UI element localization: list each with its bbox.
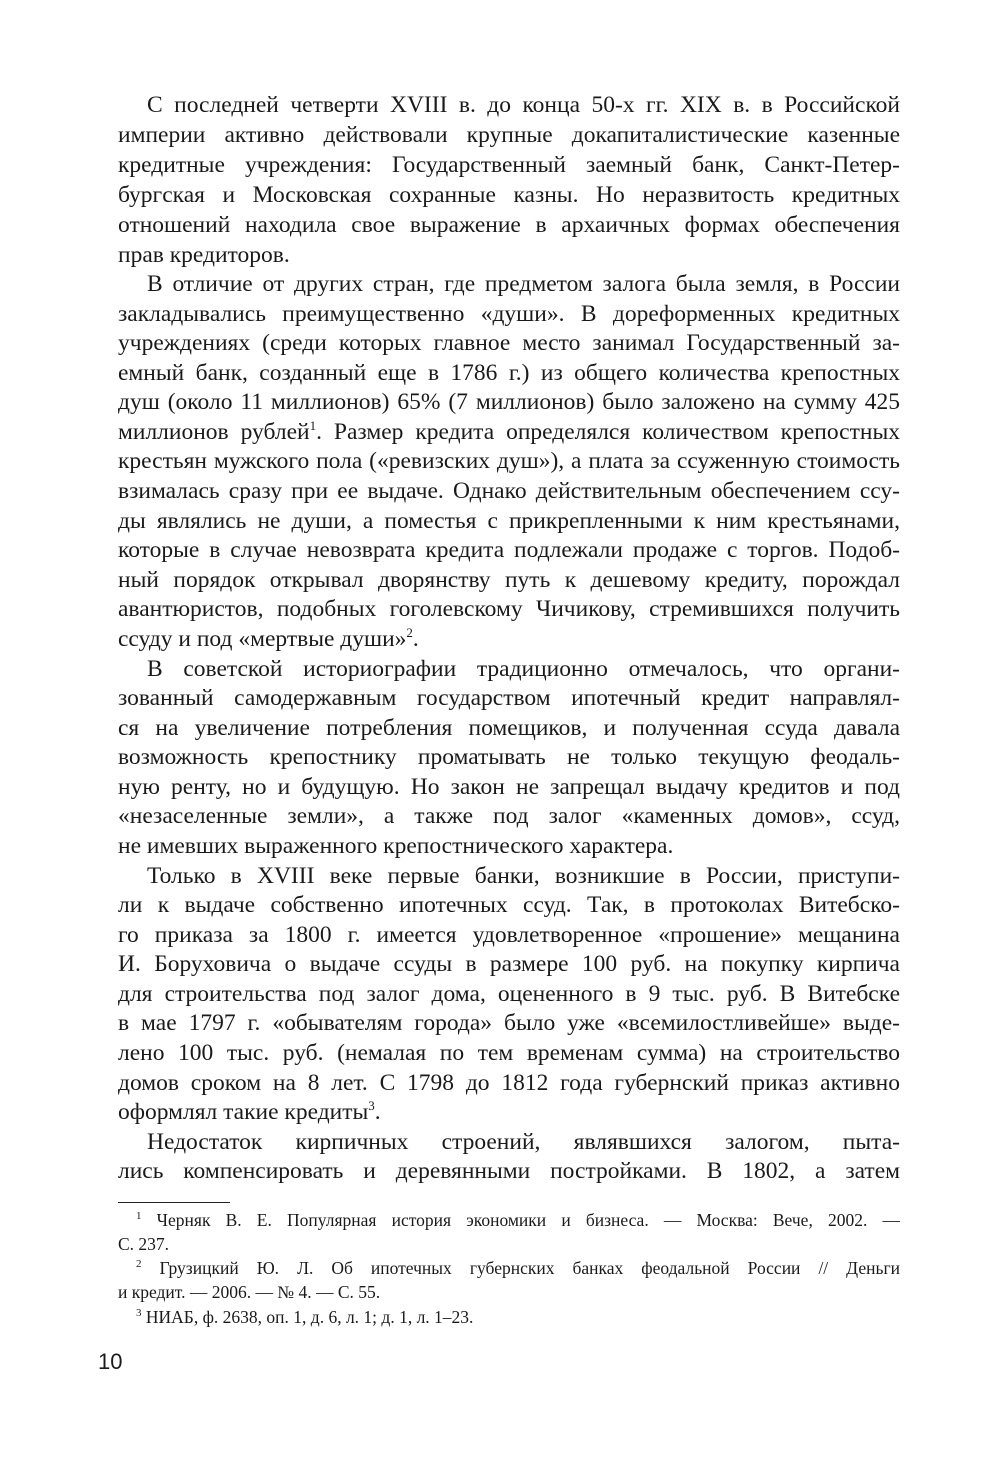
footnote-line: С. 237. [118, 1234, 170, 1254]
text-line: возможность крепостнику проматывать не только текущую феодаль- [118, 744, 900, 770]
text-line: зованный самодержавным государством ипотечный кредит направлял- [118, 685, 900, 711]
footnote-marker: 3 [136, 1307, 142, 1319]
text-line: С последней четверти XVIII в. до конца 50-х гг. XIX в. в Российской [147, 92, 900, 118]
footnote-ref: 3 [368, 1098, 375, 1113]
text-line: авантюристов, подобных гоголевскому Чичикову, стремившихся получить [118, 596, 900, 622]
text-line: миллионов рублей$^1$. Размер кредита определялся количеством крепостных [118, 418, 900, 445]
text-line: ся на увеличение потребления помещиков, и полученная ссуда давала [118, 715, 900, 741]
text-line: закладывались преимущественно «души». В дореформенных кредитных [118, 301, 900, 327]
text-line: лено 100 тыс. руб. (немалая по тем временам сумма) на строительство [118, 1040, 900, 1066]
text-line: емный банк, созданный еще в 1786 г.) из общего количества крепостных [118, 360, 900, 386]
text-line: лись компенсировать и деревянными постройками. В 1802, а затем [118, 1158, 900, 1184]
footnote-marker: 2 [136, 1258, 142, 1270]
footnote-line: $^1$ Черняк В. Е. Популярная история экономики и бизнеса. — Москва: Вече, 2002. — [136, 1210, 900, 1230]
text-line: ли к выдаче собственно ипотечных ссуд. Так, в протоколах Витебско- [118, 892, 900, 918]
text-line: домов сроком на 8 лет. С 1798 до 1812 года губернский приказ активно [118, 1070, 900, 1096]
text-line: В отличие от других стран, где предметом залога была земля, в России [147, 271, 900, 297]
text-line: ссуду и под «мертвые души»$^2$. [118, 625, 419, 652]
footnote-ref: 2 [406, 625, 413, 640]
text-line: ный порядок открывал дворянству путь к дешевому кредиту, порождал [118, 567, 900, 593]
footnote-marker: 1 [136, 1210, 142, 1222]
text-line: которые в случае невозврата кредита подлежали продаже с торгов. Подоб- [118, 537, 900, 563]
page-number: 10 [98, 1349, 123, 1374]
text-line: ды являлись не души, а поместья с прикрепленными к ним крестьянами, [118, 508, 900, 534]
text-line: крестьян мужского пола («ревизских душ»), а плата за ссуженную стоимость [118, 448, 900, 474]
text-line: душ (около 11 миллионов) 65% (7 миллионов) было заложено на сумму 425 [118, 389, 900, 415]
footnote-line: $^2$ Грузицкий Ю. Л. Об ипотечных губернских банках феодальной России // Деньги [136, 1258, 900, 1278]
text-line: не имевших выраженного крепостнического характера. [118, 833, 674, 859]
text-line: «незаселенные земли», а также под залог «каменных домов», ссуд, [118, 803, 900, 829]
footnote-line: и кредит. — 2006. — № 4. — С. 55. [118, 1282, 381, 1302]
text-line: бургская и Московская сохранные казны. Но неразвитость кредитных [118, 182, 900, 208]
text-line: ную ренту, но и будущую. Но закон не запрещал выдачу кредитов и под [118, 774, 900, 800]
text-line: для строительства под залог дома, оцененного в 9 тыс. руб. В Витебске [118, 981, 900, 1007]
text-line: прав кредиторов. [118, 242, 290, 268]
text-line: Недостаток кирпичных строений, являвшихся залогом, пыта- [147, 1129, 900, 1155]
text-line: кредитные учреждения: Государственный заемный банк, Санкт-Петер- [118, 152, 900, 178]
text-line: в мае 1797 г. «обывателям города» было уже «всемилостливейше» выде- [118, 1010, 900, 1036]
text-line: империи активно действовали крупные докапиталистические казенные [118, 122, 900, 148]
text-line: взималась сразу при ее выдаче. Однако действительным обеспечением ссу- [118, 478, 900, 504]
text-line: Только в XVIII веке первые банки, возникшие в России, приступи- [147, 863, 900, 889]
text-line: го приказа за 1800 г. имеется удовлетворенное «прошение» мещанина [118, 922, 900, 948]
footnote-divider [118, 1202, 230, 1203]
footnote-ref: 1 [309, 418, 317, 433]
text-line: оформлял такие кредиты$^3$. [118, 1098, 381, 1125]
text-line: отношений находила свое выражение в архаичных формах обеспечения [118, 212, 900, 238]
text-line: И. Боруховича о выдаче ссуды в размере 100 руб. на покупку кирпича [118, 951, 900, 977]
text-line: учреждениях (среди которых главное место занимал Государственный за- [118, 330, 900, 356]
text-line: В советской историографии традиционно отмечалось, что органи- [147, 656, 900, 682]
footnote-line: $^3$ НИАБ, ф. 2638, оп. 1, д. 6, л. 1; д. 1, л. 1–23. [136, 1307, 474, 1327]
